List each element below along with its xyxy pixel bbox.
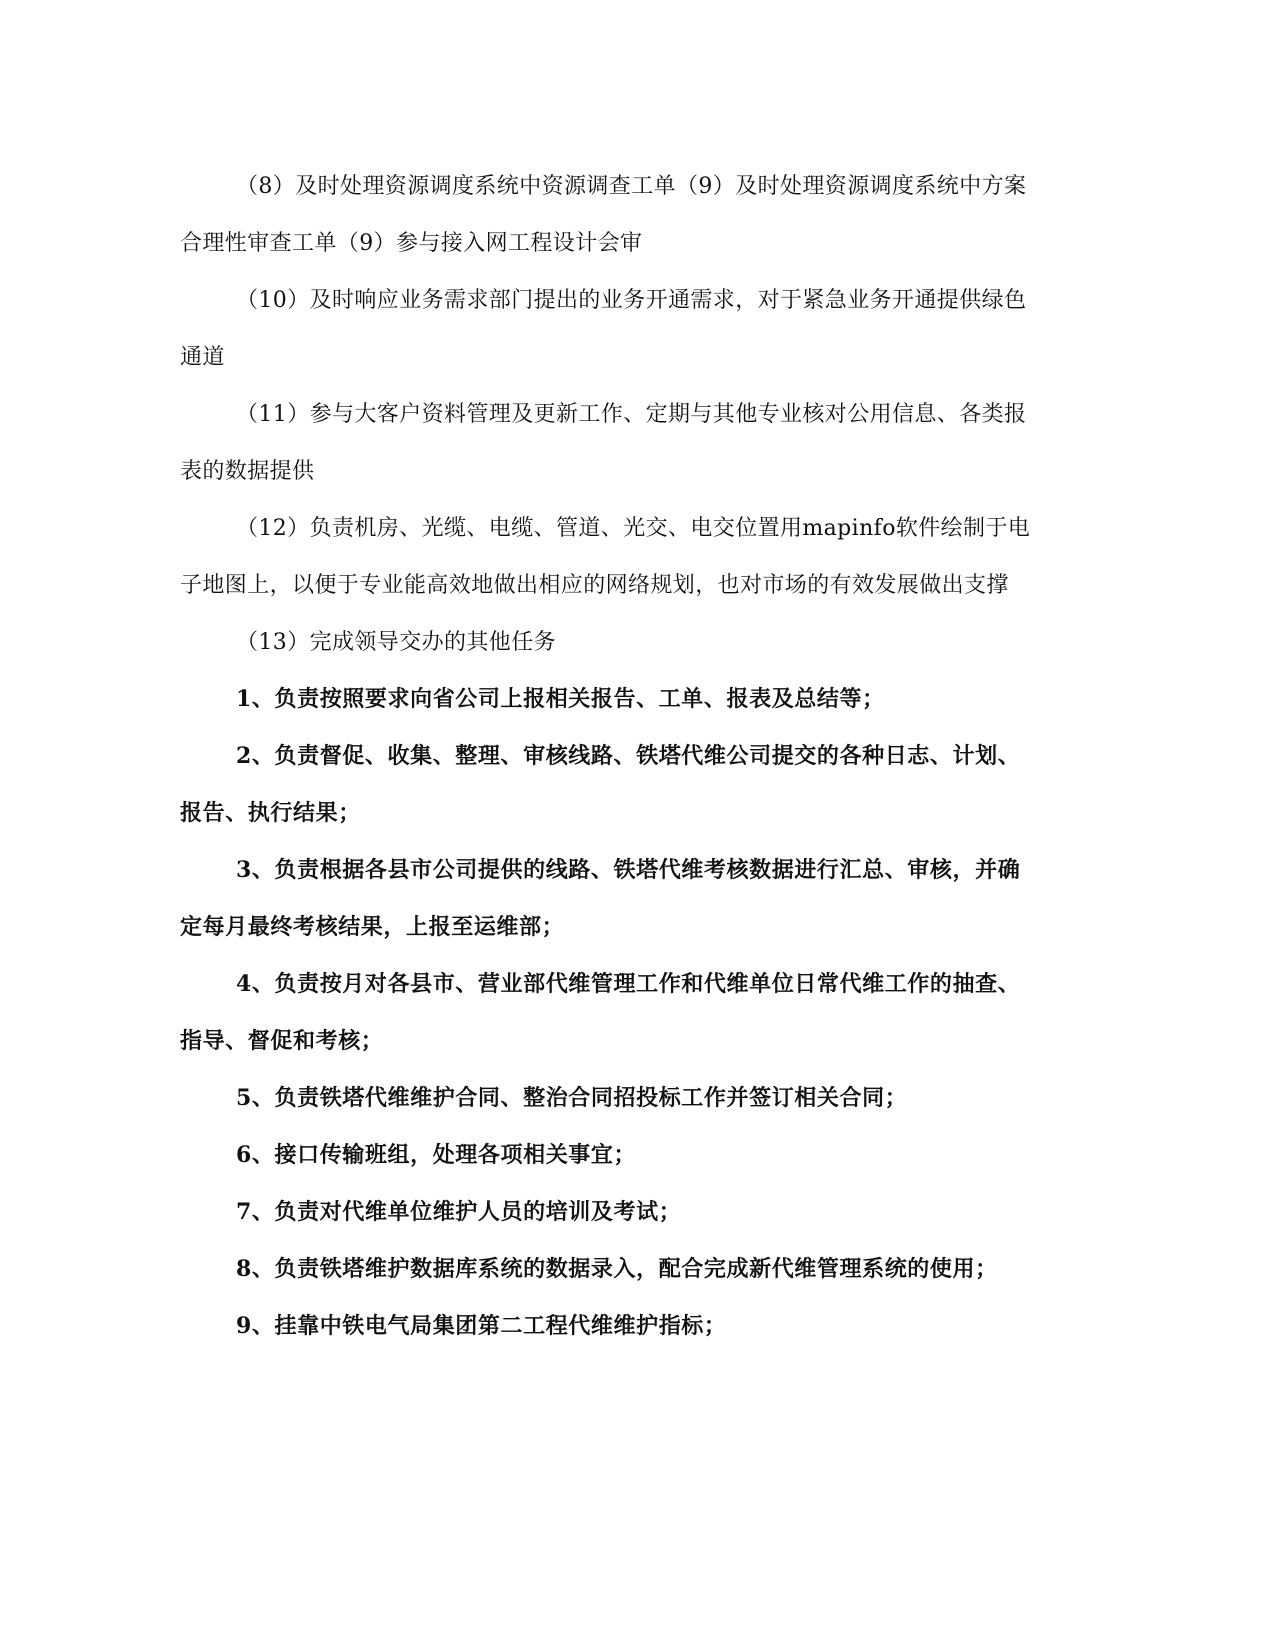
duty-item-4: 4、负责按月对各县市、营业部代维管理工作和代维单位日常代维工作的抽查、指导、督促和考核； (180, 971, 1021, 1054)
duty-item-9: 9、挂靠中铁电气局集团第二工程代维维护指标； (236, 1313, 727, 1339)
duty-item-3: 3、负责根据各县市公司提供的线路、铁塔代维考核数据进行汇总、审核，并确定每月最终考核结果，上报至运维部； (180, 857, 1021, 940)
paragraph-item-10: （10）及时响应业务需求部门提出的业务开通需求，对于紧急业务开通提供绿色通道 (180, 288, 1027, 370)
paragraph-item-8: （8）及时处理资源调度系统中资源调查工单（9）及时处理资源调度系统中方案合理性审查工单（9）参与接入网工程设计会审 (180, 174, 1027, 256)
duty-item-7: 7、负责对代维单位维护人员的培训及考试； (236, 1199, 682, 1225)
duty-item-2: 2、负责督促、收集、整理、审核线路、铁塔代维公司提交的各种日志、计划、报告、执行结果； (180, 743, 1021, 826)
document-page (180, 158, 1040, 1355)
duty-item-8: 8、负责铁塔维护数据库系统的数据录入，配合完成新代维管理系统的使用； (236, 1256, 998, 1282)
paragraph-item-13: （13）完成领导交办的其他任务 (236, 630, 556, 655)
paragraph-item-12: （12）负责机房、光缆、电缆、管道、光交、电交位置用mapinfo软件绘制于电子地图上，以便于专业能高效地做出相应的网络规划，也对市场的有效发展做出支撑 (180, 516, 1031, 598)
paragraph-item-11: （11）参与大客户资料管理及更新工作、定期与其他专业核对公用信息、各类报表的数据提供 (180, 402, 1027, 484)
duty-item-1: 1、负责按照要求向省公司上报相关报告、工单、报表及总结等； (236, 686, 885, 712)
duty-item-5: 5、负责铁塔代维维护合同、整治合同招投标工作并签订相关合同； (236, 1085, 908, 1111)
duty-item-6: 6、接口传输班组，处理各项相关事宜； (236, 1142, 637, 1168)
